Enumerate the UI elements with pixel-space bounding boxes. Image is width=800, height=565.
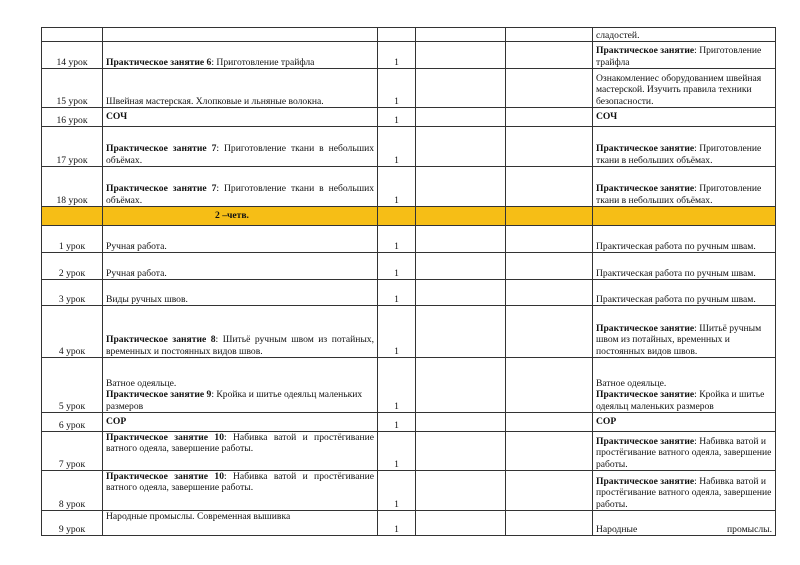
lesson-topic-cell: Народные промыслы. Современная вышивка bbox=[103, 511, 378, 536]
lesson-number-cell: 15 урок bbox=[42, 69, 103, 108]
lesson-number-cell: 17 урок bbox=[42, 127, 103, 167]
table-row bbox=[42, 108, 776, 127]
correction-cell bbox=[506, 432, 593, 471]
table-row bbox=[42, 280, 776, 306]
note-cell: Практическая работа по ручным швам. bbox=[593, 280, 776, 306]
lesson-number-cell: 2 урок bbox=[42, 253, 103, 280]
note-cell: сладостей. bbox=[593, 28, 776, 42]
lesson-topic-cell: Швейная мастерская. Хлопковые и льняные волокна. bbox=[103, 69, 378, 108]
correction-cell bbox=[506, 253, 593, 280]
lesson-number-cell: 3 урок bbox=[42, 280, 103, 306]
note-cell: Практическое занятие: Приготовление трайфла bbox=[593, 42, 776, 69]
table-row bbox=[42, 226, 776, 253]
table-row bbox=[42, 69, 776, 108]
quarter-label: 2 –четв. bbox=[103, 207, 378, 226]
note-cell: Практическое занятие: Набивка ватой и простёгивание ватного одеяла, завершение работы. bbox=[593, 432, 776, 471]
note-cell: Практическое занятие: Приготовление ткани в небольших объёмах. bbox=[593, 167, 776, 207]
correction-cell bbox=[506, 471, 593, 511]
table-row bbox=[42, 28, 776, 42]
hours-cell: 1 bbox=[378, 127, 416, 167]
lesson-number-cell: 8 урок bbox=[42, 471, 103, 511]
date-cell bbox=[416, 69, 506, 108]
note-cell: Народные промыслы. bbox=[593, 511, 776, 536]
hours-cell: 1 bbox=[378, 108, 416, 127]
note-cell: Ватное одеяльце. Практическое занятие: Кройка и шитье одеяльц маленьких размеров bbox=[593, 358, 776, 413]
correction-cell bbox=[506, 358, 593, 413]
lesson-topic-cell bbox=[103, 28, 378, 42]
note-cell: Практическое занятие: Приготовление ткани в небольших объёмах. bbox=[593, 127, 776, 167]
quarter-cell bbox=[593, 207, 776, 226]
correction-cell bbox=[506, 511, 593, 536]
date-cell bbox=[416, 306, 506, 358]
date-cell bbox=[416, 42, 506, 69]
hours-cell: 1 bbox=[378, 167, 416, 207]
date-cell bbox=[416, 511, 506, 536]
lesson-number-cell bbox=[42, 28, 103, 42]
correction-cell bbox=[506, 413, 593, 432]
note-cell: Практическое занятие: Набивка ватой и простёгивание ватного одеяла, завершение работы. bbox=[593, 471, 776, 511]
table-row bbox=[42, 127, 776, 167]
lesson-number-cell: 9 урок bbox=[42, 511, 103, 536]
hours-cell: 1 bbox=[378, 280, 416, 306]
lesson-topic-cell: Практическое занятие 6: Приготовление трайфла bbox=[103, 42, 378, 69]
lesson-topic-cell: Практическое занятие 7: Приготовление ткани в небольших объёмах. bbox=[103, 167, 378, 207]
lesson-number-cell: 16 урок bbox=[42, 108, 103, 127]
table-row bbox=[42, 306, 776, 358]
table-row bbox=[42, 42, 776, 69]
lesson-number-cell: 4 урок bbox=[42, 306, 103, 358]
lesson-topic-cell: Практическое занятие 7: Приготовление ткани в небольших объёмах. bbox=[103, 127, 378, 167]
correction-cell bbox=[506, 306, 593, 358]
lesson-number-cell: 7 урок bbox=[42, 432, 103, 471]
correction-cell bbox=[506, 28, 593, 42]
lesson-number-cell: 5 урок bbox=[42, 358, 103, 413]
date-cell bbox=[416, 28, 506, 42]
lesson-topic-cell: Ручная работа. bbox=[103, 226, 378, 253]
lesson-topic-cell: СОЧ bbox=[103, 108, 378, 127]
lesson-topic-cell: СОР bbox=[103, 413, 378, 432]
date-cell bbox=[416, 108, 506, 127]
hours-cell bbox=[378, 28, 416, 42]
hours-cell: 1 bbox=[378, 226, 416, 253]
table-row bbox=[42, 432, 776, 471]
hours-cell: 1 bbox=[378, 511, 416, 536]
table-row bbox=[42, 413, 776, 432]
quarter-cell bbox=[378, 207, 416, 226]
hours-cell: 1 bbox=[378, 306, 416, 358]
hours-cell: 1 bbox=[378, 471, 416, 511]
date-cell bbox=[416, 226, 506, 253]
table-row bbox=[42, 358, 776, 413]
lesson-topic-cell: Практическое занятие 10: Набивка ватой и простёгивание ватного одеяла, завершение работы. bbox=[103, 432, 378, 471]
hours-cell: 1 bbox=[378, 413, 416, 432]
quarter-cell bbox=[506, 207, 593, 226]
quarter-cell bbox=[42, 207, 103, 226]
note-cell: Практическая работа по ручным швам. bbox=[593, 226, 776, 253]
date-cell bbox=[416, 167, 506, 207]
note-cell: Практическая работа по ручным швам. bbox=[593, 253, 776, 280]
note-cell: Ознакомлениес оборудованием швейная мастерской. Изучить правила техники безопасности. bbox=[593, 69, 776, 108]
correction-cell bbox=[506, 127, 593, 167]
note-cell: СОР bbox=[593, 413, 776, 432]
lesson-number-cell: 6 урок bbox=[42, 413, 103, 432]
correction-cell bbox=[506, 280, 593, 306]
lesson-topic-cell: Практическое занятие 8: Шитьё ручным швом из потайных, временных и постоянных видов швов. bbox=[103, 306, 378, 358]
quarter-cell bbox=[416, 207, 506, 226]
date-cell bbox=[416, 127, 506, 167]
lesson-number-cell: 1 урок bbox=[42, 226, 103, 253]
table-row bbox=[42, 253, 776, 280]
note-cell: Практическое занятие: Шитьё ручным швом из потайных, временных и постоянных видов швов. bbox=[593, 306, 776, 358]
correction-cell bbox=[506, 108, 593, 127]
table-row bbox=[42, 511, 776, 536]
date-cell bbox=[416, 471, 506, 511]
date-cell bbox=[416, 280, 506, 306]
lesson-plan-table bbox=[41, 27, 776, 536]
date-cell bbox=[416, 358, 506, 413]
quarter-header-row bbox=[42, 207, 776, 226]
hours-cell: 1 bbox=[378, 253, 416, 280]
correction-cell bbox=[506, 167, 593, 207]
hours-cell: 1 bbox=[378, 358, 416, 413]
correction-cell bbox=[506, 69, 593, 108]
correction-cell bbox=[506, 226, 593, 253]
hours-cell: 1 bbox=[378, 69, 416, 108]
lesson-topic-cell: Виды ручных швов. bbox=[103, 280, 378, 306]
hours-cell: 1 bbox=[378, 432, 416, 471]
correction-cell bbox=[506, 42, 593, 69]
hours-cell: 1 bbox=[378, 42, 416, 69]
lesson-topic-cell: Практическое занятие 10: Набивка ватой и простёгивание ватного одеяла, завершение работы. bbox=[103, 471, 378, 511]
lesson-topic-cell: Ватное одеяльце. Практическое занятие 9: Кройка и шитье одеяльц маленьких размеров bbox=[103, 358, 378, 413]
table-row bbox=[42, 471, 776, 511]
date-cell bbox=[416, 253, 506, 280]
lesson-number-cell: 14 урок bbox=[42, 42, 103, 69]
table-row bbox=[42, 167, 776, 207]
date-cell bbox=[416, 413, 506, 432]
lesson-number-cell: 18 урок bbox=[42, 167, 103, 207]
lesson-topic-cell: Ручная работа. bbox=[103, 253, 378, 280]
note-cell: СОЧ bbox=[593, 108, 776, 127]
date-cell bbox=[416, 432, 506, 471]
